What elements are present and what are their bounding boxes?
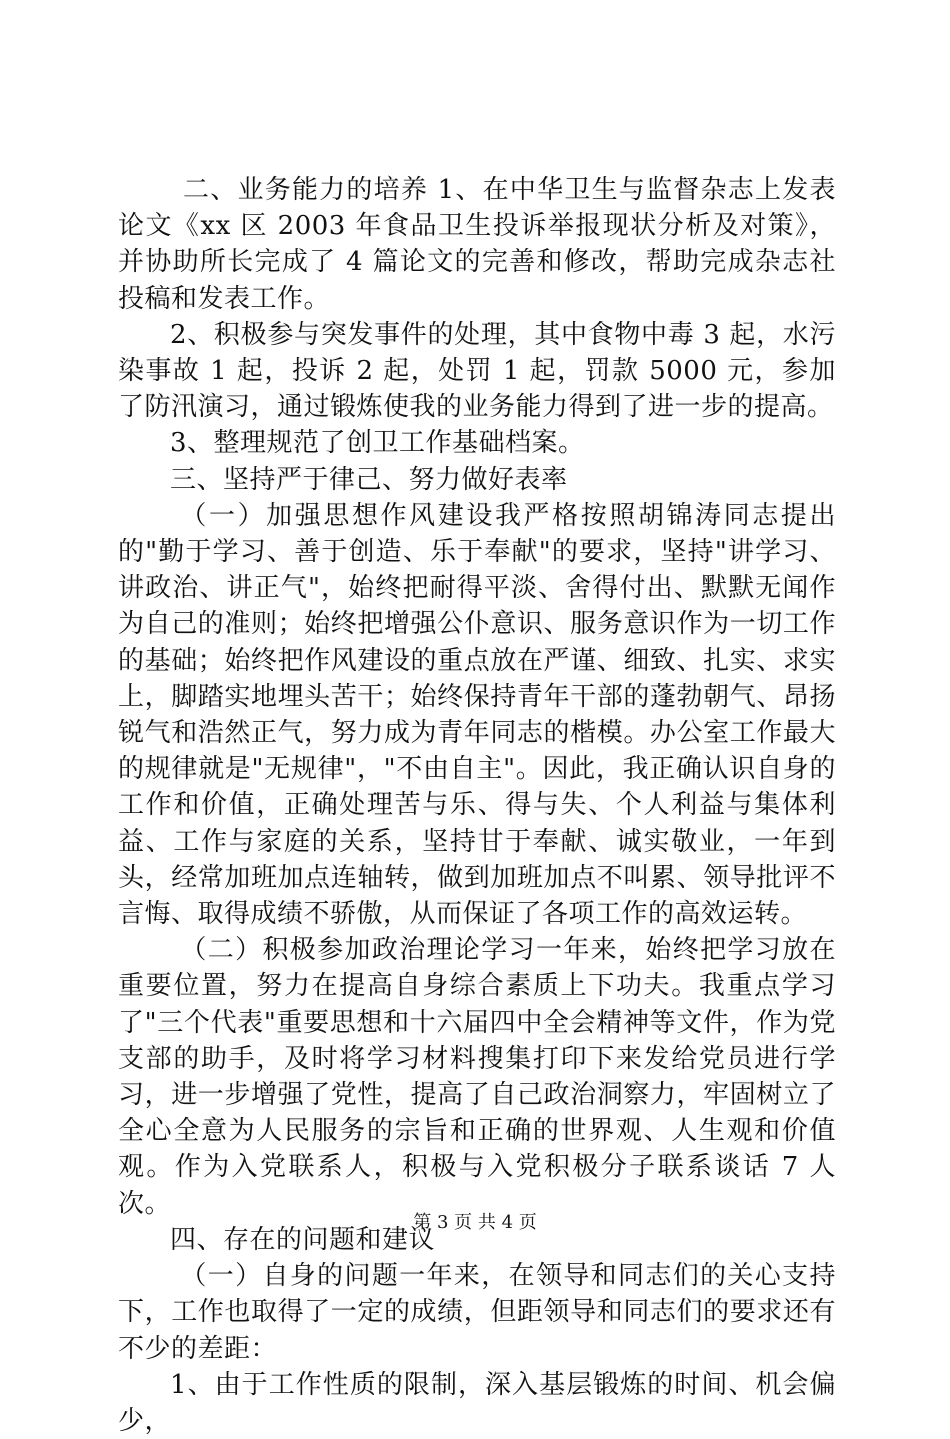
document-body bbox=[118, 172, 836, 1439]
paragraph-emergency-handling: 2、积极参与突发事件的处理，其中食物中毒 3 起，水污染事故 1 起，投诉 2 起，处罚 1 起，罚款 5000 元，参加了防汛演习，通过锻炼使我的业务能力得到了进一步的提高。 bbox=[118, 319, 836, 423]
paragraph-business-ability: 二、业务能力的培养 1、在中华卫生与监督杂志上发表论文《xx 区 2003 年食品卫生投诉举报现状分析及对策》，并协助所长完成了 4 篇论文的完善和修改，帮助完成杂志社投稿和发表工作。 bbox=[118, 175, 836, 314]
paragraph-work-style: （一）加强思想作风建设我严格按照胡锦涛同志提出的"勤于学习、善于创造、乐于奉献"的要求，坚持"讲学习、讲政治、讲正气"，始终把耐得平淡、舍得付出、默默无闻作为自己的准则；始终把增强公仆意识、服务意识作为一切工作的基础；始终把作风建设的重点放在严谨、细致、扎实、求实上，脚踏实地埋头苦干；始终保持青年干部的蓬勃朝气、昂扬锐气和浩然正气，努力成为青年同志的楷模。办公室工作最大的规律就是"无规律"，"不由自主"。因此，我正确认识自身的工作和价值，正确处理苦与乐、得与失、个人利益与集体利益、工作与家庭的关系，坚持甘于奉献、诚实敬业，一年到头，经常加班加点连轴转，做到加班加点不叫累、领导批评不言悔、取得成绩不骄傲，从而保证了各项工作的高效运转。 bbox=[118, 500, 836, 930]
section-heading-problems: 四、存在的问题和建议 bbox=[170, 1224, 436, 1255]
paragraph-archive: 3、整理规范了创卫工作基础档案。 bbox=[170, 428, 585, 459]
page-number-footer: 第 3 页 共 4 页 bbox=[413, 1212, 537, 1233]
paragraph-political-study: （二）积极参加政治理论学习一年来，始终把学习放在重要位置，努力在提高自身综合素质上下功夫。我重点学习了"三个代表"重要思想和十六届四中全会精神等文件，作为党支部的助手，及时将学习材料搜集打印下来发给党员进行学习，进一步增强了党性，提高了自己政治洞察力，牢固树立了全心全意为人民服务的宗旨和正确的世界观、人生观和价值观。作为入党联系人，积极与入党积极分子联系谈话 7 人次。 bbox=[118, 935, 836, 1219]
paragraph-self-problems: （一）自身的问题一年来，在领导和同志们的关心支持下，工作也取得了一定的成绩，但距领导和同志们的要求还有不少的差距： bbox=[118, 1261, 836, 1364]
section-heading-discipline: 三、坚持严于律己、努力做好表率 bbox=[170, 464, 568, 495]
paragraph-work-limitation: 1、由于工作性质的限制，深入基层锻炼的时间、机会偏少， bbox=[118, 1369, 836, 1436]
